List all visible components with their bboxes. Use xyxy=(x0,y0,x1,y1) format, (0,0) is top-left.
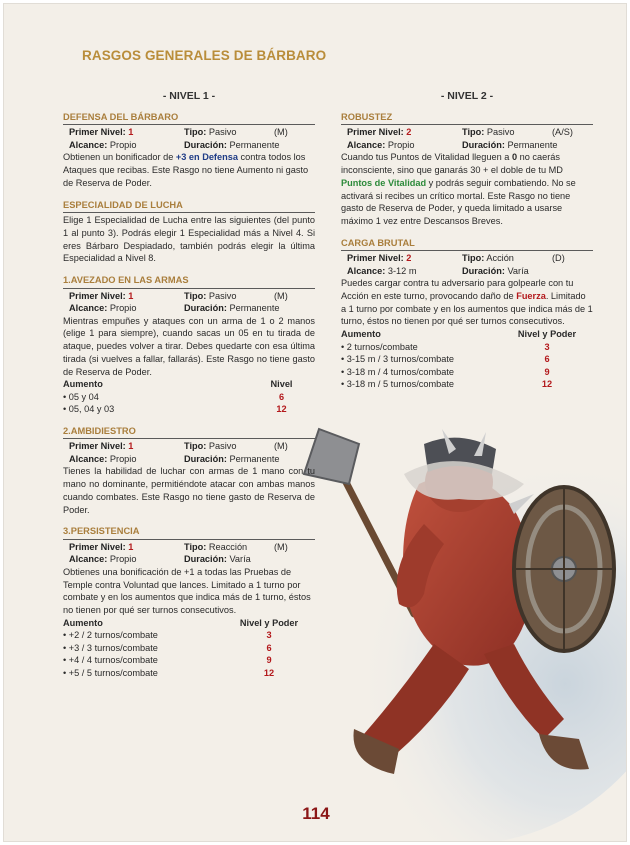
trait-description: Elige 1 Especialidad de Lucha entre las siguientes (del punto 1 al punto 3). Podrás elegir 1 Especialidad más a Nivel 4. Si eres Bárbaro Despiadado, también podrás elegir la última Especialidad a Nivel 8. xyxy=(63,215,315,264)
trait-tag: (M) xyxy=(274,290,288,301)
section-heading-ambidiestro: 2.AMBIDIESTRO xyxy=(63,425,315,440)
level-value: 2 xyxy=(406,253,412,264)
meta-label: Duración: xyxy=(184,453,227,464)
section-heading-persistencia: 3.PERSISTENCIA xyxy=(63,525,315,540)
trait-meta-row xyxy=(63,139,315,152)
text-run: Cuando tus Puntos de Vitalidad lleguen a xyxy=(341,152,512,163)
meta-label: Tipo: xyxy=(462,127,485,138)
row-value: 6 xyxy=(266,642,272,653)
section-heading-robustez: ROBUSTEZ xyxy=(341,111,593,126)
trait-description: Mientras empuñes y ataques con un arma de 1 o 2 manos (elige 1 para siempre), cuando sacas un 05 en tu tirada de ataque, puedes volver a tirar. Debes quedarte con esa última tirada (si vuelves a fallar, fallarás). Este Rasgo no tiene gasto de Reserva de Poder. xyxy=(63,315,315,377)
row-value: 9 xyxy=(544,366,550,377)
trait-meta-row xyxy=(63,302,315,315)
trait-tag: (M) xyxy=(274,541,288,552)
trait-tag: (M) xyxy=(274,127,288,138)
meta-label: Alcance: xyxy=(69,554,108,565)
row-value: 6 xyxy=(544,354,550,365)
section-heading-avezado: 1.AVEZADO EN LAS ARMAS xyxy=(63,274,315,289)
trait-meta-row xyxy=(341,126,593,139)
meta-label: Primer Nivel: xyxy=(69,541,126,552)
meta-label: Primer Nivel: xyxy=(69,290,126,301)
table-row xyxy=(63,629,315,642)
left-column xyxy=(63,90,315,679)
meta-value: Varía xyxy=(507,265,529,276)
highlight-text: Puntos de Vitalidad xyxy=(341,177,427,188)
meta-value: Permanente xyxy=(229,303,280,314)
meta-value: 3-12 m xyxy=(387,265,417,276)
meta-label: Alcance: xyxy=(347,139,386,150)
trait-meta-row xyxy=(341,139,593,152)
row-label: • 05, 04 y 03 xyxy=(63,404,115,415)
row-label: • +3 / 3 turnos/combate xyxy=(63,642,158,653)
meta-label: Alcance: xyxy=(69,303,108,314)
meta-value: Acción xyxy=(486,253,514,264)
meta-value: Reacción xyxy=(208,541,248,552)
meta-value: Permanente xyxy=(229,453,280,464)
page xyxy=(3,3,627,842)
meta-label: Primer Nivel: xyxy=(69,441,126,452)
text-run: no caerás inconsciente, sino que ganarás 30 + el doble de tu MD xyxy=(341,152,563,176)
meta-label: Duración: xyxy=(184,303,227,314)
table-row xyxy=(63,667,315,680)
text-run: Puedes cargar contra tu adversario para golpearle con tu Acción en este turno, provocando daño de xyxy=(341,278,574,302)
meta-label: Alcance: xyxy=(347,265,386,276)
text-run: . Limitado a 1 turno por combate y en los aumentos que indica más de 1 turno, éstos no tienen por qué ser turnos consecutivos. xyxy=(341,291,593,327)
meta-label: Primer Nivel: xyxy=(347,253,404,264)
table-row xyxy=(341,366,593,379)
meta-label: Duración: xyxy=(462,139,505,150)
level-heading: - NIVEL 2 - xyxy=(440,90,494,102)
trait-meta-row xyxy=(341,265,593,278)
meta-label: Primer Nivel: xyxy=(69,127,126,138)
augment-table xyxy=(341,328,593,391)
table-row xyxy=(341,378,593,391)
row-label: • 3-15 m / 3 turnos/combate xyxy=(341,354,455,365)
row-label: • +5 / 5 turnos/combate xyxy=(63,667,158,678)
row-value: 6 xyxy=(278,391,285,402)
trait-meta-row xyxy=(63,553,315,566)
row-label: • 2 turnos/combate xyxy=(341,341,418,352)
page-title: RASGOS GENERALES DE BÁRBARO xyxy=(82,48,327,63)
trait-tag: (M) xyxy=(274,441,288,452)
row-value: 12 xyxy=(263,667,275,678)
section-heading-especialidad: ESPECIALIDAD DE LUCHA xyxy=(63,199,315,214)
row-label: • +2 / 2 turnos/combate xyxy=(63,630,158,641)
level-heading: - NIVEL 1 - xyxy=(162,90,216,102)
meta-label: Alcance: xyxy=(69,453,108,464)
meta-label: Duración: xyxy=(184,139,227,150)
level-value: 1 xyxy=(128,127,134,138)
trait-description: Obtienes una bonificación de +1 a todas las Pruebas de Temple contra Voluntad que lances. Limitado a 1 turno por combate y en los aumentos que indica más de 1 turno, éstos no tienen por qué ser turnos consecutivos. xyxy=(63,566,311,616)
table-row xyxy=(341,341,593,354)
meta-label: Tipo: xyxy=(184,290,207,301)
row-value: 9 xyxy=(266,655,272,666)
meta-value: Propio xyxy=(387,139,415,150)
trait-meta-row xyxy=(63,126,315,139)
trait-description: Tienes la habilidad de luchar con armas de 1 mano con tu mano no dominante, permitiéndote atacar con ambas manos cuando combates. Este Rasgo no tiene gasto de Reserva de Poder. xyxy=(63,466,315,515)
section-heading-defensa: DEFENSA DEL BÁRBARO xyxy=(63,111,315,126)
highlight-text: +3 en Defensa xyxy=(175,152,238,163)
section-heading-carga: CARGA BRUTAL xyxy=(341,237,593,252)
meta-value: Propio xyxy=(109,139,137,150)
trait-meta-row xyxy=(63,290,315,303)
table-row xyxy=(63,654,315,667)
augment-table xyxy=(63,378,315,416)
meta-value: Propio xyxy=(109,453,137,464)
meta-label: Tipo: xyxy=(184,127,207,138)
text-run: y podrás seguir combatiendo. No se activará si recibes un crítico mortal. Este Rasgo no tiene gasto de Reserva de Poder, y queda limitado a usarse máximo 1 vez entre Descansos Breves. xyxy=(341,177,576,226)
meta-value: Permanente xyxy=(229,139,280,150)
row-value: 12 xyxy=(276,404,287,415)
highlight-text: Fuerza xyxy=(516,291,546,302)
table-row xyxy=(63,391,315,404)
text-run: Obtienen un bonificador de xyxy=(63,152,176,163)
meta-value: Pasivo xyxy=(208,441,237,452)
level-value: 1 xyxy=(128,441,134,452)
meta-value: Pasivo xyxy=(486,127,515,138)
level-value: 1 xyxy=(128,290,134,301)
trait-meta-row xyxy=(63,453,315,466)
trait-description xyxy=(341,277,593,328)
table-header: Nivel xyxy=(270,379,293,390)
table-row xyxy=(63,403,315,416)
row-value: 3 xyxy=(266,630,272,641)
table-row xyxy=(63,642,315,655)
meta-value: Pasivo xyxy=(208,127,237,138)
trait-description xyxy=(63,151,315,189)
meta-label: Tipo: xyxy=(184,541,207,552)
level-value: 2 xyxy=(406,127,412,138)
meta-value: Propio xyxy=(109,554,137,565)
row-value: 3 xyxy=(544,341,550,352)
row-label: • 3-18 m / 5 turnos/combate xyxy=(341,379,455,390)
table-header: Aumento xyxy=(63,379,103,390)
text-run: contra todos los Ataques que recibas. Este Rasgo no tiene Aumento ni gasto de Reserva de Poder. xyxy=(63,152,309,188)
table-header: Nivel y Poder xyxy=(517,329,577,340)
meta-label: Primer Nivel: xyxy=(347,127,404,138)
table-header: Aumento xyxy=(63,617,103,628)
right-column xyxy=(341,90,593,391)
meta-value: Varía xyxy=(229,554,251,565)
trait-meta-row xyxy=(63,541,315,554)
meta-label: Duración: xyxy=(462,265,505,276)
trait-tag: (D) xyxy=(552,253,565,264)
meta-value: Pasivo xyxy=(208,290,237,301)
meta-value: Permanente xyxy=(507,139,558,150)
augment-table xyxy=(63,617,315,680)
row-label: • 3-18 m / 4 turnos/combate xyxy=(341,366,455,377)
highlight-text: 0 xyxy=(511,152,518,163)
level-value: 1 xyxy=(128,541,134,552)
table-header: Nivel y Poder xyxy=(239,617,299,628)
meta-label: Duración: xyxy=(184,554,227,565)
meta-value: Propio xyxy=(109,303,137,314)
trait-description xyxy=(341,151,593,227)
trait-meta-row xyxy=(63,440,315,453)
meta-label: Alcance: xyxy=(69,139,108,150)
trait-tag: (A/S) xyxy=(552,127,573,138)
page-number: 114 xyxy=(302,804,330,823)
meta-label: Tipo: xyxy=(462,253,485,264)
row-value: 12 xyxy=(541,379,553,390)
table-row xyxy=(341,353,593,366)
row-label: • 05 y 04 xyxy=(63,391,99,402)
meta-label: Tipo: xyxy=(184,441,207,452)
row-label: • +4 / 4 turnos/combate xyxy=(63,655,158,666)
table-header: Aumento xyxy=(341,329,381,340)
trait-meta-row xyxy=(341,252,593,265)
